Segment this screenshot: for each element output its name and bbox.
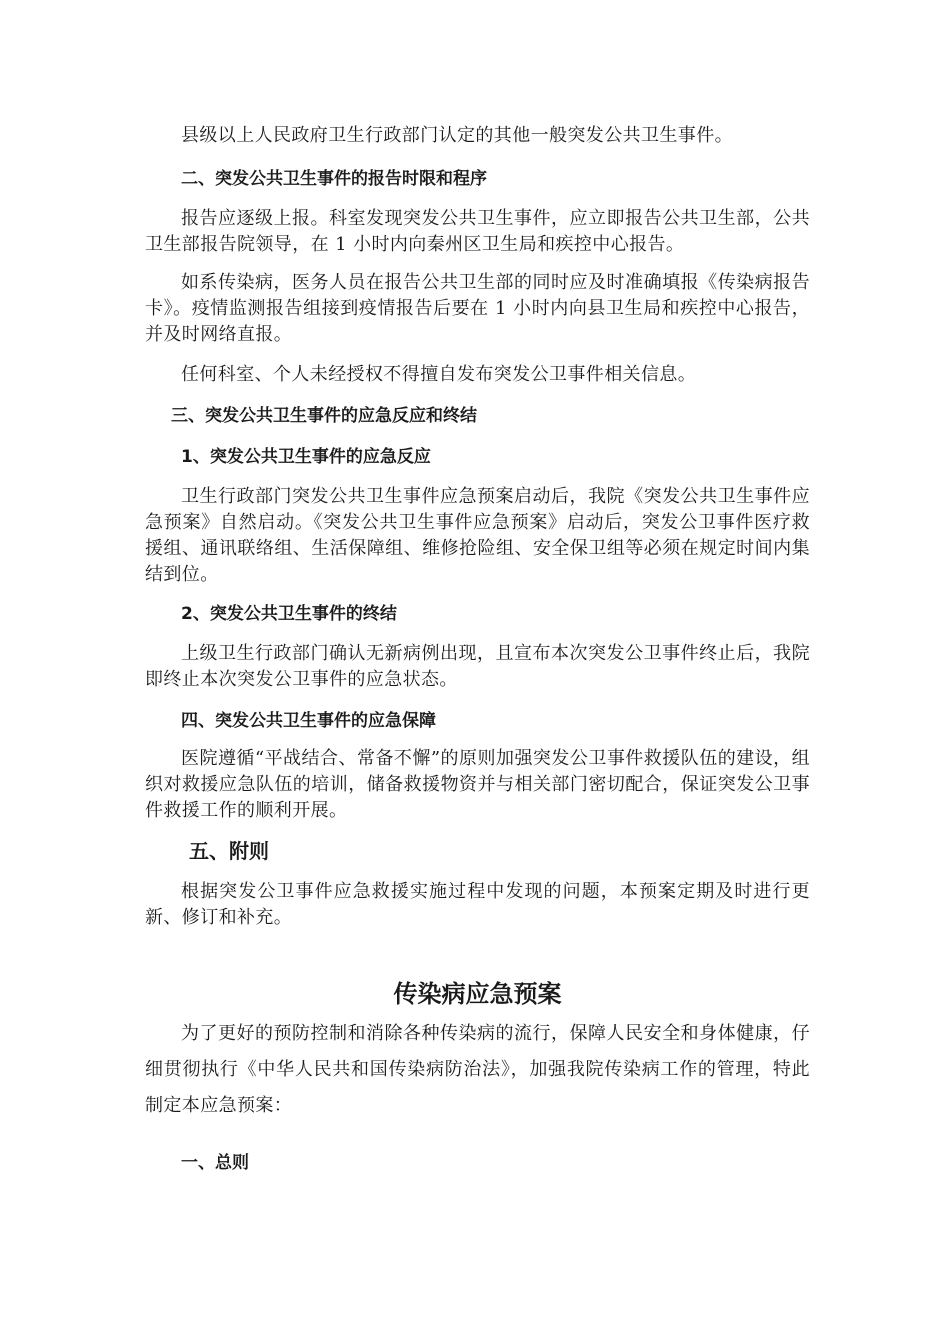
heading-response-sub: 1、突发公共卫生事件的应急反应	[181, 447, 431, 467]
heading-emergency-support: 四、突发公共卫生事件的应急保障	[181, 711, 436, 731]
document-title: 传染病应急预案	[393, 980, 562, 1008]
paragraph-appendix: 根据突发公卫事件应急救援实施过程中发现的问题，本预案定期及时进行更新、修订和补充。	[145, 881, 810, 928]
paragraph-termination: 上级卫生行政部门确认无新病例出现，且宣布本次突发公卫事件终止后，我院即终止本次突发公卫事件的应急状态。	[145, 643, 810, 690]
paragraph-support: 医院遵循“平战结合、常备不懈”的原则加强突发公卫事件救援队伍的建设，组织对救援应急队伍的培训，储备救援物资并与相关部门密切配合，保证突发公卫事件救援工作的顺利开展。	[145, 748, 810, 821]
paragraph-intro: 为了更好的预防控制和消除各种传染病的流行，保障人民安全和身体健康，仔细贯彻执行《中华人民共和国传染病防治法》，加强我院传染病工作的管理，特此制定本应急预案：	[145, 1023, 810, 1116]
paragraph-infectious-disease-report: 如系传染病，医务人员在报告公共卫生部的同时应及时准确填报《传染病报告卡》。疫情监测报告组接到疫情报告后要在 1 小时内向县卫生局和疾控中心报告，并及时网络直报。	[145, 272, 810, 345]
heading-appendix: 五、附则	[189, 839, 269, 863]
paragraph-general-events: 县级以上人民政府卫生行政部门认定的其他一般突发公共卫生事件。	[181, 125, 733, 146]
heading-termination-sub: 2、突发公共卫生事件的终结	[181, 604, 397, 624]
paragraph-report-procedure: 报告应逐级上报。科室发现突发公共卫生事件，应立即报告公共卫生部，公共卫生部报告院领导，在 1 小时内向秦州区卫生局和疾控中心报告。	[145, 208, 810, 255]
heading-general-principles: 一、总则	[181, 1153, 249, 1173]
paragraph-response-activation: 卫生行政部门突发公共卫生事件应急预案启动后，我院《突发公共卫生事件应急预案》自然启动。《突发公共卫生事件应急预案》启动后，突发公卫事件医疗救援组、通讯联络组、生活保障组、维修抢险组、安全保卫组等必须在规定时间内集结到位。	[145, 486, 810, 585]
heading-report-deadline: 二、突发公共卫生事件的报告时限和程序	[181, 169, 487, 189]
heading-emergency-response: 三、突发公共卫生事件的应急反应和终结	[171, 406, 477, 426]
paragraph-no-unauthorized-release: 任何科室、个人未经授权不得擅自发布突发公卫事件相关信息。	[181, 364, 697, 385]
